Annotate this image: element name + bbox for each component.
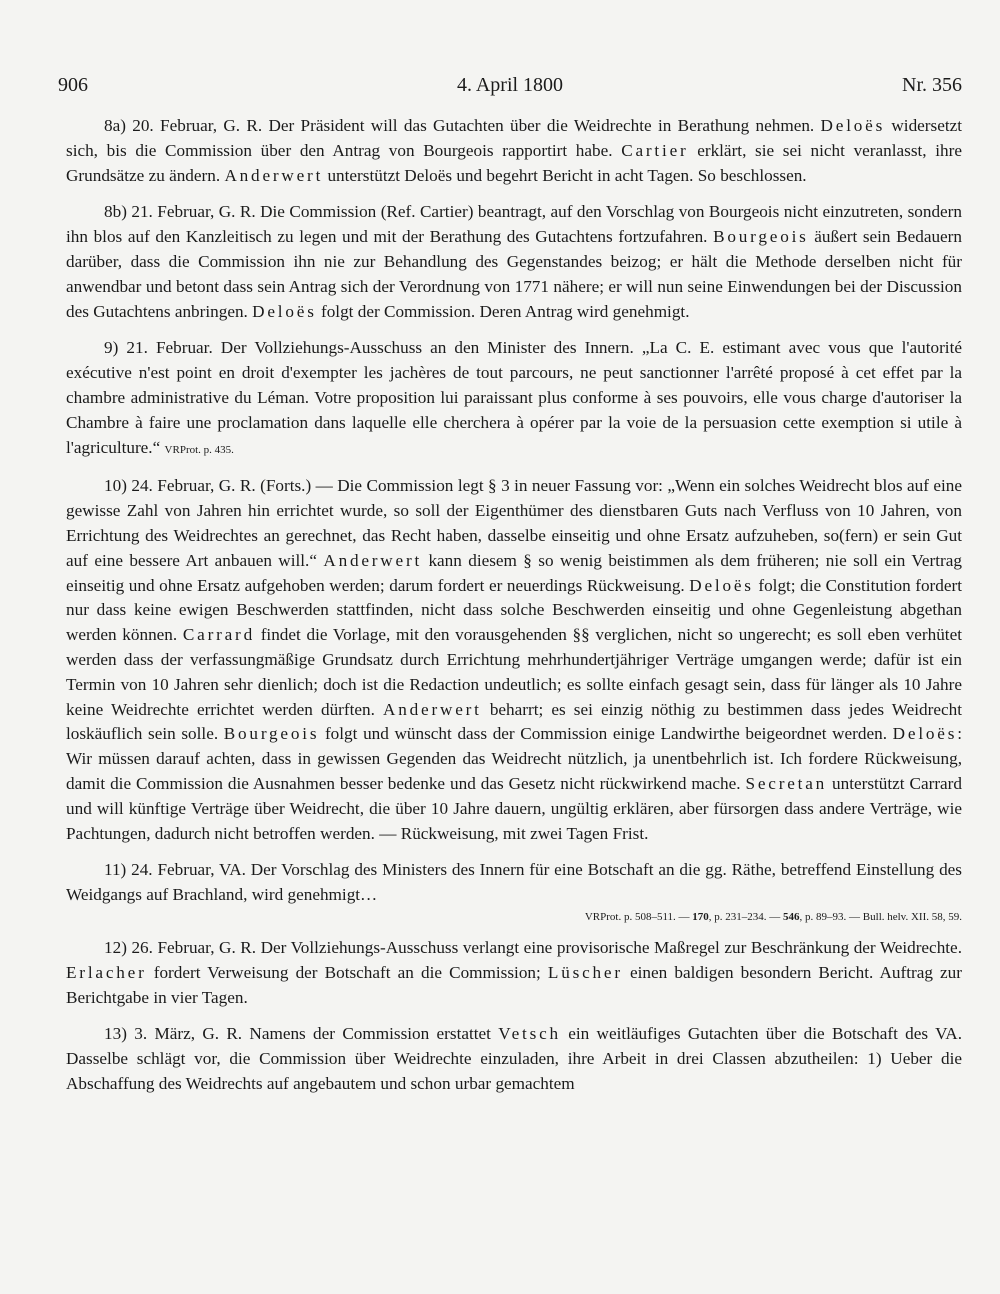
running-header <box>58 74 962 104</box>
document-number: Nr. 356 <box>902 74 962 96</box>
speaker-name: Deloës <box>252 301 317 321</box>
speaker-name: Deloës <box>820 116 886 135</box>
paragraph-8a: 8a) 20. Februar, G. R. Der Präsident will das Gutachten über die Weidrechte in Berathung nehmen. Deloës widersetzt sich, bis die Commission über den Antrag von Bourgeois rapportirt habe. Cartier erklärt, sie sei nicht veranlasst, ihre Grundsätze zu ändern. Anderwert unterstützt Deloës und begehrt Bericht in acht Tagen. So beschlossen. <box>66 116 963 185</box>
source-reference: VRProt. p. 435. <box>164 443 234 456</box>
speaker-name: Erlacher <box>66 962 147 982</box>
speaker-name: Bourgeois <box>713 227 809 247</box>
speaker-name: Lüscher <box>547 962 623 982</box>
paragraph-11: 11) 24. Februar, VA. Der Vorschlag des Ministers des Innern für eine Botschaft an die gg. Räthe, betreffend Einstellung des Weidgangs auf Brachland, wird genehmigt… <box>66 860 962 905</box>
speaker-name: Anderwert <box>383 699 482 719</box>
source-reference: VRProt. p. 508–511. — 170, p. 231–234. — 546, p. 89–93. — Bull. helv. XII. 58, 59. <box>584 910 962 923</box>
paragraph-8b: 8b) 21. Februar, G. R. Die Commission (Ref. Cartier) beantragt, auf den Vorschlag von Bourgeois nicht einzutreten, sondern ihn blos auf den Kanzleitisch zu legen und mit der Berathung des Gutachtens fortzufahren. Bourgeois äußert sein Bedauern darüber, dass die Commission ihn nie zur Behandlung des Gegenstandes beizog; er hält die Methode derselben nicht für anwendbar und betont dass sein Antrag sich der Verordnung von 1771 nähere; er will nun seine Einwendungen bei der Discussion des Gutachtens anbringen. Deloës folgt der Commission. Deren Antrag wird genehmigt. <box>66 202 962 321</box>
speaker-name: Anderwert <box>323 550 423 570</box>
paragraph-10: 10) 24. Februar, G. R. (Forts.) — Die Commission legt § 3 in neuer Fassung vor: „Wenn ein solches Weidrecht blos auf eine gewisse Zahl von Jahren hin errichtet wurde, so soll der Eigenthümer des dienstbaren Guts nach Verfluss von 10 Jahren, von Errichtung des Weidrechtes an gerechnet, das Recht haben, dasselbe einseitig und ohne Ersatz aufzuheben, so(fern) er sein Gut auf eine bessere Art anbauen will.“ Anderwert kann diesem § so wenig beistimmen als dem früheren; nie soll ein Vertrag einseitig und ohne Ersatz aufgehoben werden; darum fordert er neuerdings Rückweisung. Deloës folgt; die Constitution fordert nur dass keine ewigen Beschwerden stattfinden, nicht dass solche Beschwerden einseitig und ohne Gegenleistung abgethan werden können. Carrard findet die Vorlage, mit den vorausgehenden §§ verglichen, nicht so ungerecht; es soll eben verhütet werden dass der verfassungmäßige Grundsatz durch Errichtung mehrhundertjähriger Verträge umgangen werde; dafür ist ein Termin von 10 Jahren sehr dienlich; doch ist die Redaction undeutlich; es sollte einfach gesagt sein, dass für länger als 10 Jahre keine Weidrechte errichtet werden dürften. Anderwert beharrt; es sei einzig nöthig zu bestimmen dass jedes Weidrecht loskäuflich sein solle. Bourgeois folgt und wünscht dass der Commission einige Landwirthe beigeordnet werden. Deloës: Wir müssen darauf achten, dass in gewissen Gegenden das Weidrecht nützlich, ja unentbehrlich ist. Ich fordere Rückweisung, damit die Commission die Ausnahmen besser bedenke und das Gesetz nicht rückwirkend mache. Secretan unterstützt Carrard und will künftige Verträge über Weidrecht, die über 10 Jahre dauern, ungültig erklären, aber fürsorgen dass andere Verträge, wie Pachtungen, dadurch nicht betroffen werden. — Rückweisung, mit zwei Tagen Frist. <box>66 476 963 843</box>
speaker-name: Carrard <box>182 625 255 645</box>
speaker-name: Bourgeois <box>223 724 320 744</box>
speaker-name: Secretan <box>745 773 828 793</box>
speaker-name: Deloës <box>689 575 754 595</box>
page-number: 906 <box>58 74 88 96</box>
paragraph-12: 12) 26. Februar, G. R. Der Vollziehungs-Ausschuss verlangt eine provisorische Maßregel zur Beschränkung der Weidrechte. Erlacher fordert Verweisung der Botschaft an die Commission; Lüscher einen baldigen besondern Bericht. Auftrag zur Berichtgabe in vier Tagen. <box>66 937 963 1007</box>
speaker-name: Cartier <box>621 140 689 160</box>
paragraph-13: 13) 3. März, G. R. Namens der Commission erstattet Vetsch ein weitläufiges Gutachten über die Botschaft des VA. Dasselbe schlägt vor, die Commission über Weidrechte einzuladen, ihre Arbeit in drei Classen abzutheilen: 1) Ueber die Abschaffung des Weidrechts auf angebautem und schon urbar gemachtem <box>66 1024 962 1093</box>
paragraph-9: 9) 21. Februar. Der Vollziehungs-Ausschuss an den Minister des Innern. „La C. E. estimant avec vous que l'autorité exécutive n'est point en droit d'exempter les jachères de tout parcours, ne peut sanctionner l'arrêté proposé à cet effet par la chambre administrative du Léman. Votre proposition lui paraissant plus conforme à ses pouvoirs, elle vous charge d'autoriser la Chambre à faire une proclamation dans laquelle elle cherchera à opérer par la voie de la persuasion cette exemption si utile à l'agriculture.“ VRProt. p. 435. <box>66 338 962 457</box>
speaker-name: Anderwert <box>224 165 324 185</box>
body-text <box>66 114 962 1109</box>
header-date: 4. April 1800 <box>456 74 564 96</box>
speaker-name: Vetsch <box>498 1024 561 1044</box>
speaker-name: Deloës <box>892 724 958 744</box>
